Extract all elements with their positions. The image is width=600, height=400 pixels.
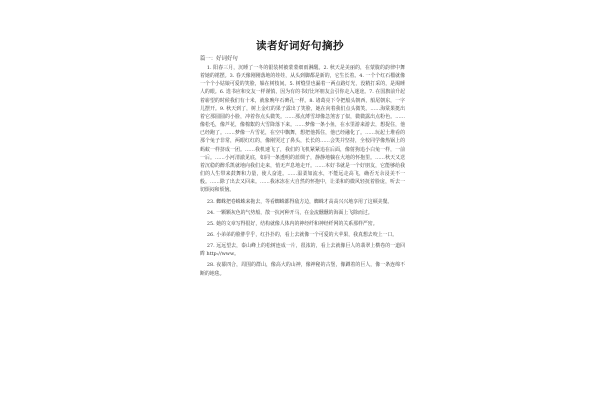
document-body [200,64,405,278]
paragraph: 25. 她的文章写得很好，结构就像人体内的神经纤和神经纤网的关系那样严密。 [206,220,378,227]
paragraph: 28. 夜幕四合，周围的群山，像高大的山神，像神秘的古堡，像蹲着的巨人，像一条连绵不断的地毯。 [200,262,405,277]
paragraph: 23. 蜘蛛把卷蛛蛛来拖去，等看蜘蛛都得敌方边，蜘蛛才高高兴兴地享用了这顿美餐。 [206,198,393,205]
paragraph: 26. 小弟弟的脸胖乎乎，红扑扑的，看上去就像一个可爱的大苹果，我真想去咬上一口。 [206,231,398,238]
paragraph: 1. 阳春三月，沉睡了一冬的银装树被蒙蒙细雨淋醒。2. 秋天是美丽的，在蒙胧的韵律中舞着她的裙摆。3. 春天像刚刚落地的娃娃，从头到脚都是新的，它生长着。4. 一个个红石榴就像一个个小姑娘可爱的笑脸，躲在树枝间。5. 树缝里也漏着一两点路灯光，没精打采的，是渴睡人的眼。6. 选书应和交友一样谨慎，因为有的书好比坏朋友会引你走入迷途。7. 在国旗前升起着崭望的时候我们有十米，就象晚年石碑孔一样。8. 诸葛亮下令把船头朝西，船尾朝东，一字儿摆开。9. 秋天到了，树上金红的果子露出了笑脸，她在向着我们点头微笑。……海棠果挺出着它那圆圆的小脸，冲着你点头微笑。……那点薄雪却像急煞害了似，微微露出点粉色。……像松毛，像芦花，像棉絮的大雪降落下来。……梦像一条小鱼，在水里游来游去，想捉住，他已经跑了。……梦像一片雪花，在空中飘舞，想把他抓住，他已经融化了。……玩起土堆看的那个兔子非常，两眼红红的，像刚哭过了鼻头，长长的……会笑并坚持，全校同学像热锅上的蚂蚁一样挤成一团。……我机速飞了，我们的飞机紧紧追在后面，像射狗追小白兔一样，一前一后。……小河清澈见底，如同一条透明的蓝绸子，静静地躺在大地的怀抱里。……秋天又送着沉稳的醉乐凯就地向我们走来，悄无声息地走开。……本好书就是一个好朋友，它能够给我们的人生带来鼓舞和力量，使人奋进。……温柔如流水，不能远走高飞，确否无余浸美不一般。……除了出去又回来。……我冰冻在大自然的怀抱中，让柔和的微风轻抚着脸庞，听去一切烦闷和烦恼。 [200,65,405,194]
section-heading: 篇一：好词好句 [200,56,238,62]
paragraph: 27. 远远望去，泰山峰上的松树连成一片，很浓的，看上去就像巨人的翡翠上横卷的一道回眸 http://www。 [200,243,405,258]
document-title: 读者好词好句摘抄 [256,40,344,52]
paragraph: 24. 一颗颗灰色的气势船，散一抗河种开马，在金流醺醺的海面上飞除而过。 [206,209,373,216]
